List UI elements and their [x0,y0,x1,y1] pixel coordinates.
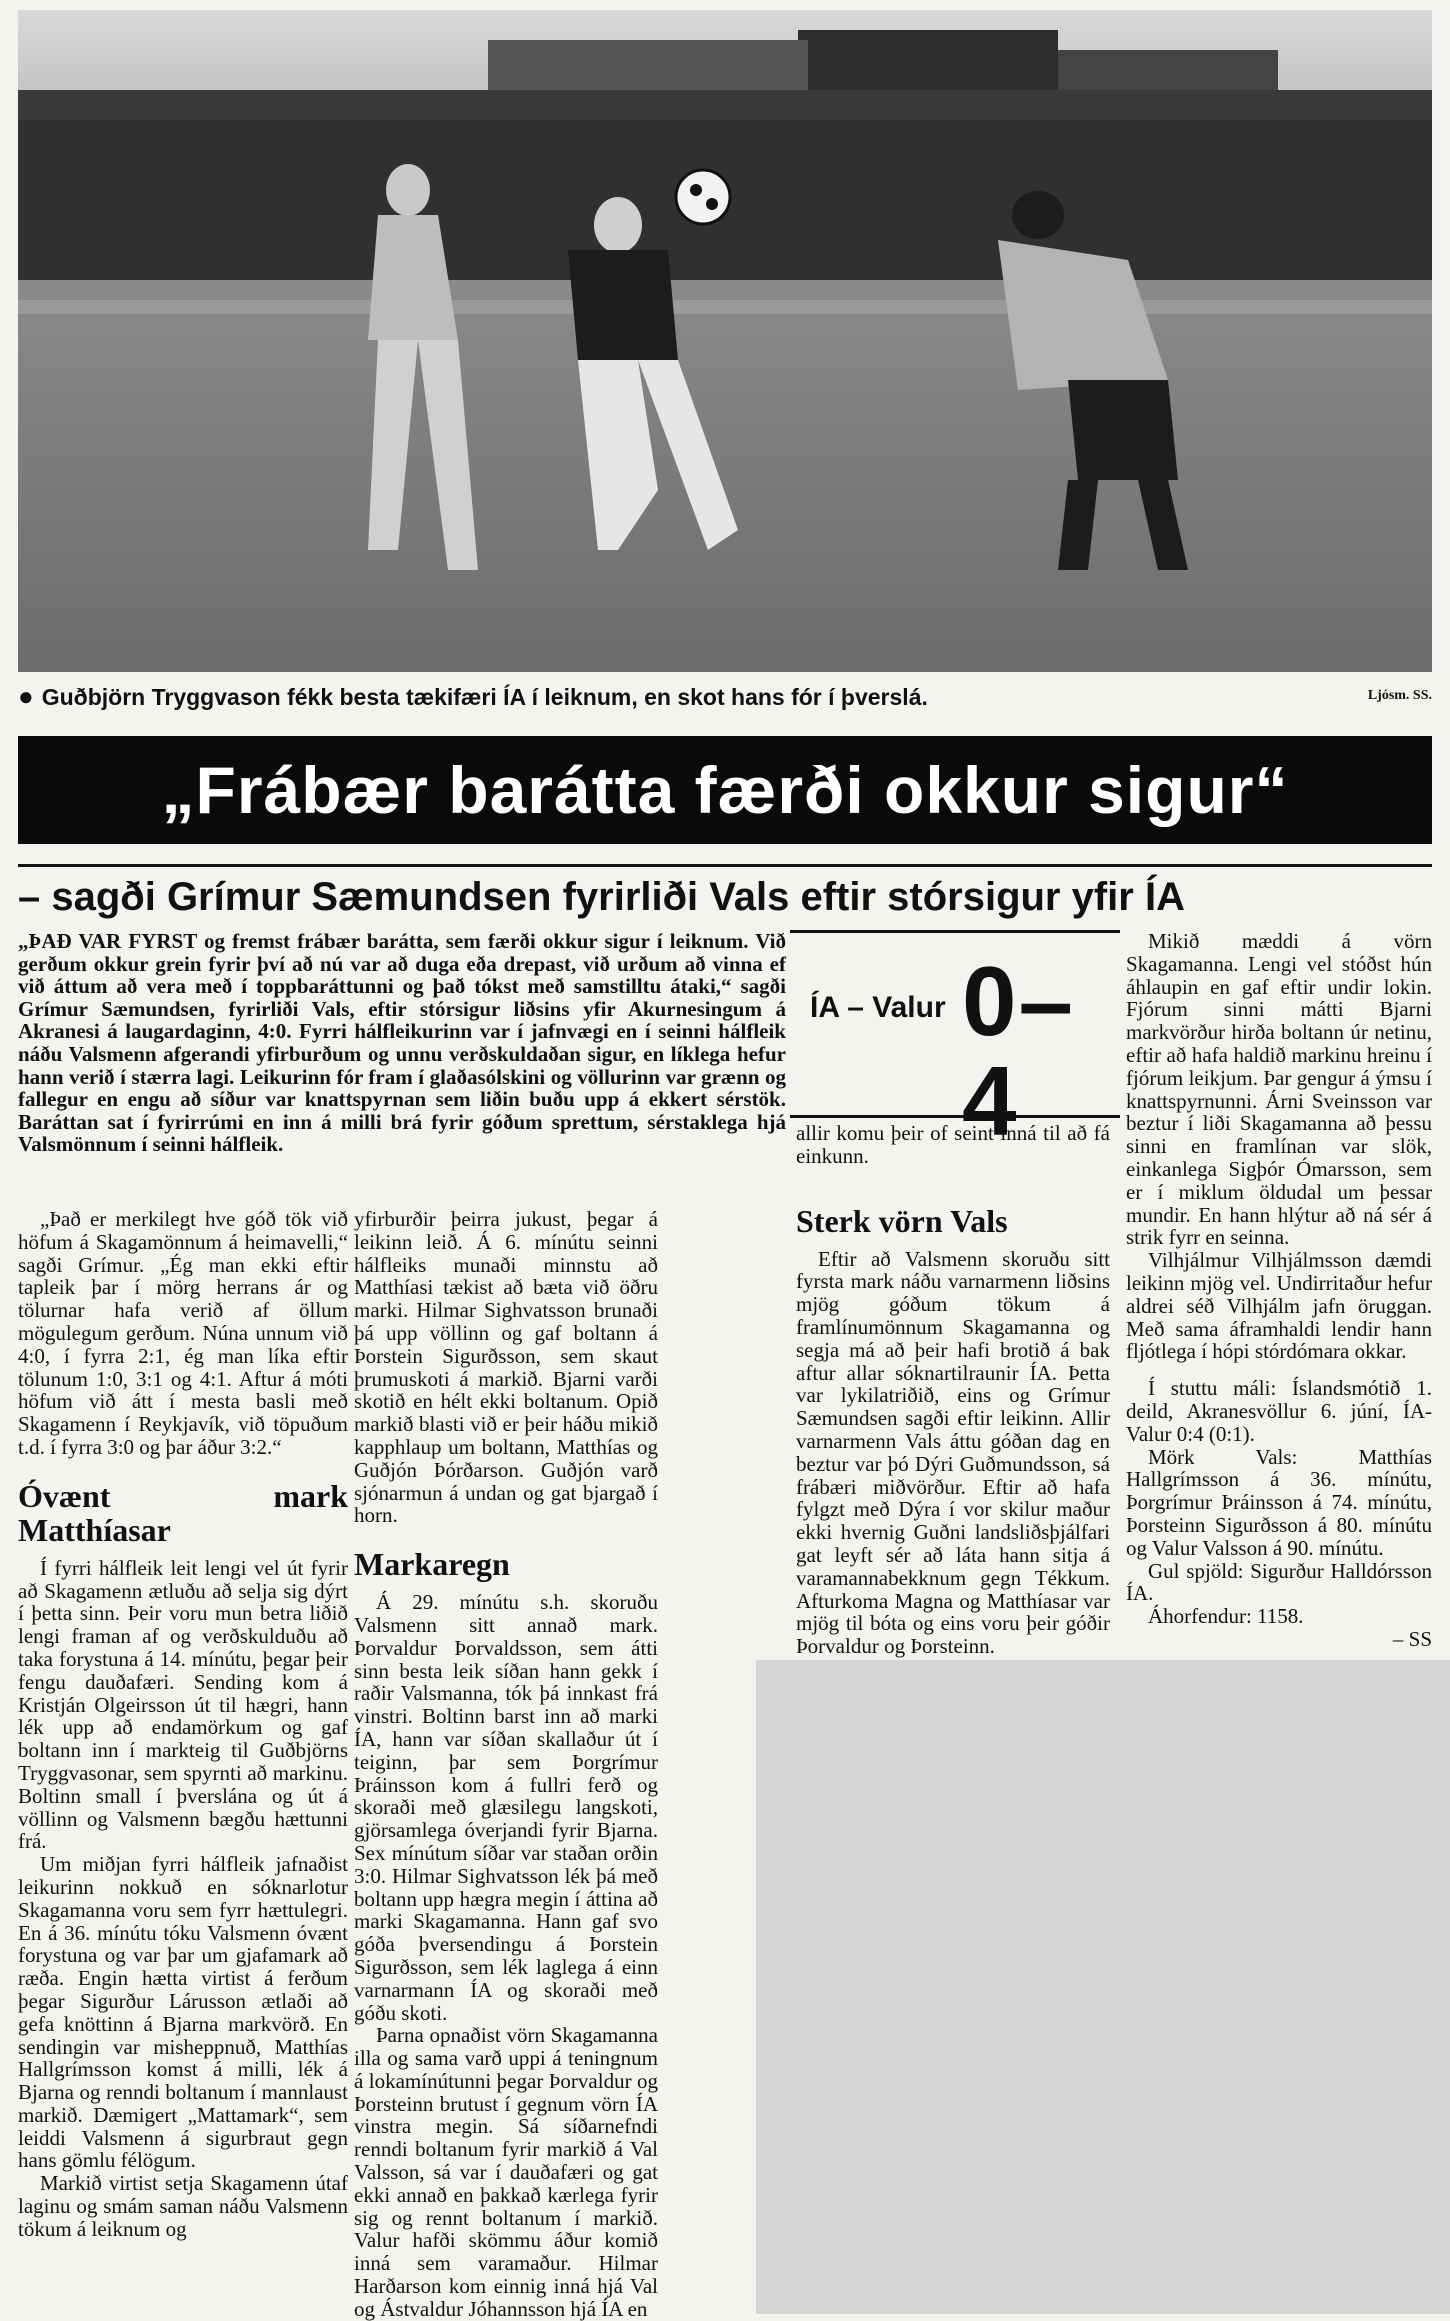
bullet-icon: ● [18,681,34,711]
paragraph: Vilhjálmur Vilhjálmsson dæmdi leikinn mjög vel. Undirritaður hefur aldrei séð Vilhjálm jafn öruggan. Með sama áframhaldi lendir hann fljótlega í hópi stórdómara okkar. [1126,1248,1432,1364]
blank-area [756,1660,1450,2314]
score-result: 0–4 [962,946,1076,1156]
paragraph: Í stuttu máli: Íslandsmótið 1. deild, Akranesvöllur 6. júní, ÍA-Valur 0:4 (0:1). [1126,1376,1432,1446]
headline: „Frábær barátta færði okkur sigur“ [161,753,1289,827]
paragraph: allir komu þeir of seint inná til að fá einkunn. [796,1121,1110,1168]
article-column-3 [796,1122,1110,1658]
football-scene-image [18,10,1432,672]
section-heading: Óvænt mark Matthíasar [18,1477,348,1548]
paragraph: Mikið mæddi á vörn Skagamanna. Lengi vel stóðst hún áhlaupin en gaf eftir undir lokin. Fjórum sinni mátti Bjarni markvörður hirða boltann úr netinu, eftir að hafa haldið markinu hreinu í fjórum leikjum. Þar gengur á ýmsu í knattspyrnunni. Árni Sveinsson var beztur í liði Skagamanna að þessu sinni en framlínan var slök, einkanlega Sigþór Ómarsson, sem er í miklum öldudal um þessar mundir. En hann hlýtur að ná sér á strik fyrr en seinna. [1126,929,1432,1250]
paragraph: Um miðjan fyrri hálfleik jafnaðist leikurinn nokkuð en sóknarlotur Skagamanna voru sem fyrr hættulegri. En á 36. mínútu tóku Valsmenn óvænt forystuna og var þar um gjafamark að ræða. Engin hætta virtist á ferðum þegar Sigurður Lárusson ætlaði að gefa knöttinn á Bjarna markvörð. En sendingin var misheppnuð, Matthías Hallgrímsson komst á milli, lék á Bjarna og renndi boltanum í mannlaust markið. Dæmigert „Mattamark“, sem leiddi Valsmenn á sigurbraut gegn hans gömlu félögum. [18,1852,348,2173]
section-heading: Sterk vörn Vals [796,1202,1008,1239]
paragraph: Eftir að Valsmenn skoruðu sitt fyrsta mark náðu varnarmenn liðsins mjög góðum tökum á framlínumönnum Skagamanna og segja má að þeir hafi brotið á bak aftur allar sóknartilraunir ÍA. Þetta var lykilatriðið, eins og Grímur Sæmundsen sagði eftir leikinn. Allir varnarmenn Vals áttu góðan dag en beztur var þó Dýri Guðmundsson, sá frábæri miðvörður. Eftir að hafa fylgzt með Dýra í vor skilur maður ekki hvernig Guðni landsliðsþjálfari gat leyft sér að láta hann sitja á varamannabekknum gegn Tékkum. Afturkoma Magna og Matthíasar var mjög til bóta og eins voru þeir góðir Þorvaldur og Þorsteinn. [796,1246,1110,1659]
author-signature: – SS [1392,1626,1432,1651]
paragraph: „Það er merkilegt hve góð tök við höfum á Skagamönnum á heimavelli,“ sagði Grímur. „Ég man ekki eftir tapleik þar í mörg herrans ár og tölurnar hafa verið af öllum mögulegum gerðum. Núna unnum við 4:0, í fyrra 2:1, ég man líka eftir tölunum 1:0, 3:1 og 4:1. Aftur á móti höfum við átt í mesta basli með Skagamenn í Reykjavík, við töpuðum t.d. í fyrra 3:0 og þar áður 3:2.“ [18,1207,348,1459]
paragraph: yfirburðir þeirra jukust, þegar á leikinn leið. Á 6. mínútu seinni hálfleiks munaði minnstu að Matthíasi tækist að bæta við öðru marki. Hilmar Sighvatsson brunaði þá upp völlinn og gaf boltann á Þorstein Sigurðsson, sem skaut þrumuskoti á markið. Bjarni varði skotið en hélt ekki boltanum. Opið markið blasti við er þeir háðu mikið kapphlaup um boltann, Matthías og Guðjón Þórðarson. Guðjón varð sjónarmun á undan og gat bjargað í horn. [354,1207,658,1528]
caption-text: Guðbjörn Tryggvason fékk besta tækifæri ÍA í leiknum, en skot hans fór í þverslá. [41,684,928,710]
subheadline: – sagði Grímur Sæmundsen fyrirliði Vals eftir stórsigur yfir ÍA [18,864,1432,925]
article-column-1 [18,1208,348,2241]
paragraph: Áhorfendur: 1158. [1148,1604,1304,1629]
paragraph: Markið virtist setja Skagamenn útaf laginu og smám saman náðu Valsmenn tökum á leiknum og [18,2171,348,2241]
article-column-4 [1126,930,1432,1651]
paragraph: Gul spjöld: Sigurður Halldórsson ÍA. [1126,1558,1432,1606]
match-photo [18,10,1432,672]
paragraph: Á 29. mínútu s.h. skoruðu Valsmenn sitt annað mark. Þorvaldur Þorvaldsson, sem átti sinn besta leik síðan hann gekk í raðir Valsmanna, tók þá innkast frá vinstri. Boltinn barst inn að marki ÍA, hann var síðan skallaður út í teiginn, þar sem Þorgrímur Þráinsson kom á fullri ferð og skoraði með glæsilegu langskoti, gjörsamlega óverjandi fyrir Bjarna. Sex mínútum síðar var staðan orðin 3:0. Hilmar Sighvatsson lék þá með boltann upp hægra megin í áttina að marki Skagamanna. Hann gaf svo góða þversendingu á Þorstein Sigurðsson, sem lék laglega á einn varnarmann ÍA og skoraði með góðu skoti. [354,1590,658,2025]
intro-paragraph: „ÞAÐ VAR FYRST og fremst frábær barátta, sem færði okkur sigur í leiknum. Við gerðum okkur grein fyrir því að nú var að duga eða drepast, við urðum að vinna ef við áttum að vera með í toppbaráttunni og það tókst með samstilltu átaki,“ sagði Grímur Sæmundsen, fyrirliði Vals, eftir stórsigur liðsins yfir Akurnesingum á Akranesi á laugardaginn, 4:0. Fyrri hálfleikurinn var í jafnvægi en í seinni hálfleik náðu Valsmenn afgerandi yfirburðum og unnu verðskuldaðan sigur, en líklega hefur hann verið í stærra lagi. Leikurinn fór fram í glaðasólskini og völlurinn var grænn og fallegur en engu að síður var knattspyrnan sem liðin buðu upp á ekkert sérstök. Baráttan sat í fyrirrúmi en inn á milli brá fyrir góðum sprettum, sérstaklega hjá Valsmönnum í seinni hálfleik. [18,929,786,1157]
photo-credit: Ljósm. SS. [1367,688,1432,703]
paragraph: Þarna opnaðist vörn Skagamanna illa og sama varð uppi á teningnum á lokamínútunni þegar Þorvaldur og Þorsteinn brutust í gegnum vörn ÍA vinstra megin. Sá síðarnefndi renndi boltanum fyrir markið á Val Valsson, sá var í dauðafæri og gat ekki annað en þakkað kærlega fyrir sig og rennt boltanum í markið. Valur hafði skömmu áður komið inná sem varamaður. Hilmar Harðarson kom einnig inná hjá Val og Ástvaldur Jóhannsson hjá ÍA en [354,2023,658,2321]
paragraph: Mörk Vals: Matthías Hallgrímsson á 36. mínútu, Þorgrímur Þráinsson á 74. mínútu, Þorsteinn Sigurðsson á 80. mínútu og Valur Valsson á 90. mínútu. [1126,1444,1432,1560]
section-heading: Markaregn [354,1546,510,1583]
headline-banner [18,736,1432,844]
article-column-2 [354,1208,658,2321]
score-teams: ÍA – Valur [810,991,946,1024]
paragraph: Í fyrri hálfleik leit lengi vel út fyrir að Skagamenn ætluðu að selja sig dýrt í þetta sinn. Þeir voru mun betra liðið lengi framan af og verðskulduðu að taka forystuna á 14. mínútu, þegar þeir fengu dauðafæri. Sending kom á Kristján Olgeirsson út til hægri, hann lék upp að endamörkum og gaf boltann inn í markteig til Guðbjörns Tryggvasonar, sem spyrnti að markinu. Boltinn small í þverslána og út á völlinn og Valsmenn bægðu hættunni frá. [18,1555,348,1854]
photo-caption [18,678,1432,714]
